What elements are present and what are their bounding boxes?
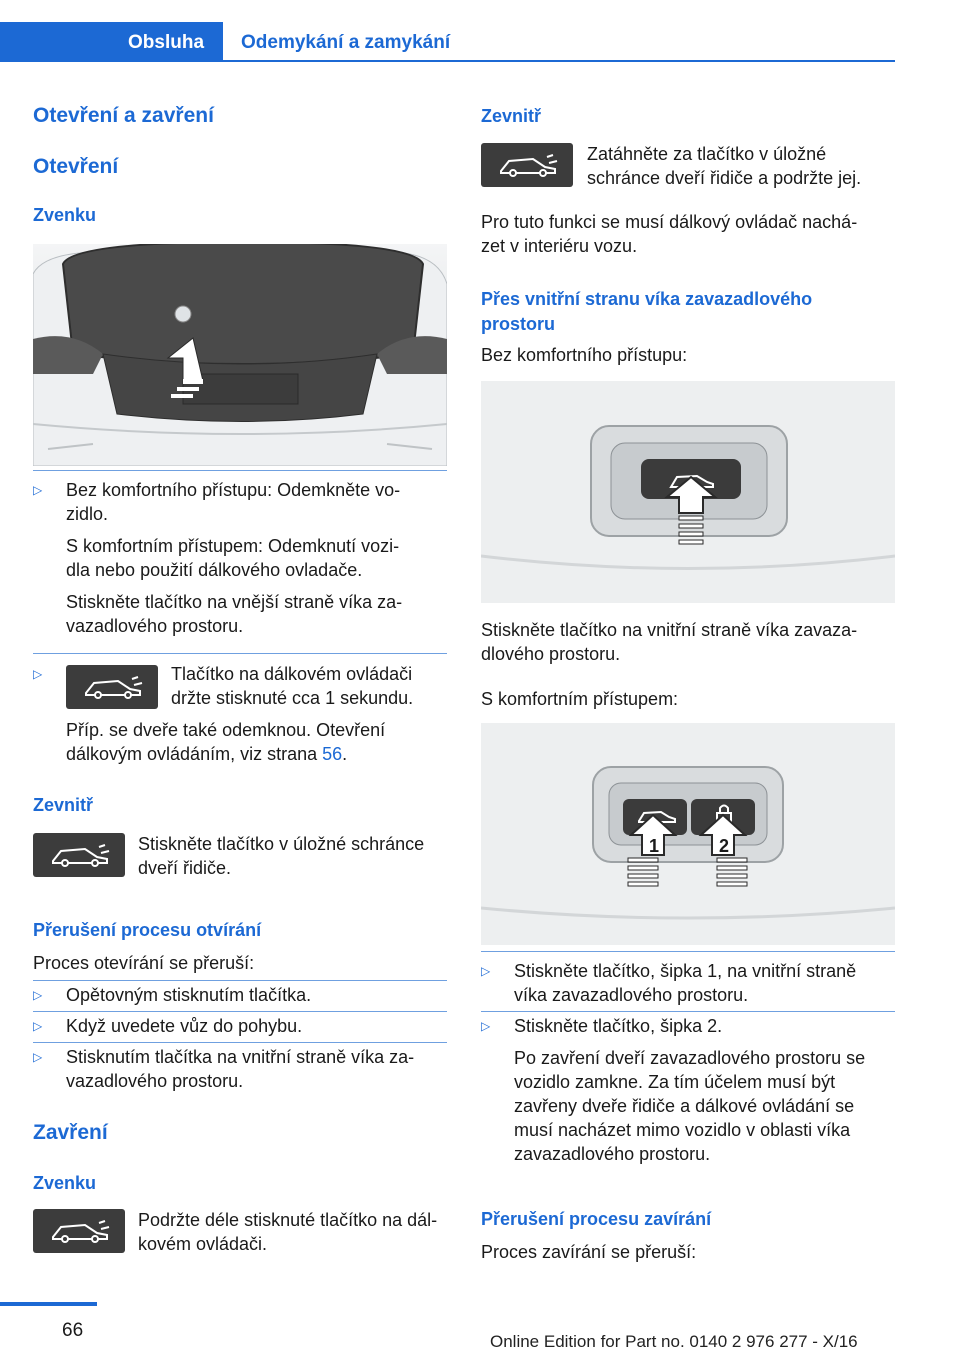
text-line: schránce dveří řidiče a podržte jej. bbox=[587, 168, 862, 188]
text-line: zavřeny dveře řidiče a dálkové ovládání se bbox=[514, 1096, 855, 1116]
text-line: zet v interiéru vozu. bbox=[481, 236, 638, 256]
page-header bbox=[0, 0, 960, 62]
text-line: držte stisknuté cca 1 sekundu. bbox=[171, 688, 414, 708]
text-line: S komfortním přístupem: bbox=[481, 689, 679, 709]
text-line: Bez komfortního přístupu: Odemkněte vo‐ bbox=[66, 480, 401, 500]
text-line: Proces otevírání se přeruší: bbox=[33, 953, 255, 973]
bullet-rule bbox=[33, 653, 447, 654]
text-line: vazadlového prostoru. bbox=[66, 1071, 244, 1091]
heading-open-close: Otevření a zavření bbox=[33, 104, 214, 127]
triangle-bullet-icon: ▷ bbox=[33, 667, 43, 681]
heading-inside: Zevnitř bbox=[481, 106, 542, 126]
text-line: Opětovným stisknutím tlačítka. bbox=[66, 985, 312, 1005]
heading-open: Otevření bbox=[33, 155, 119, 178]
text-line: Stiskněte tlačítko v úložné schránce bbox=[138, 834, 425, 854]
header-rule bbox=[223, 60, 895, 62]
bullet-rule bbox=[33, 1011, 447, 1012]
list-item bbox=[33, 478, 447, 638]
text-line: Stiskněte tlačítko na vnitřní straně víka zavaza‐ bbox=[481, 620, 858, 640]
remote-trunk-key-icon bbox=[33, 833, 125, 877]
heading-close: Zavření bbox=[33, 1121, 108, 1144]
heading-outside: Zvenku bbox=[33, 205, 97, 225]
bullet-rule bbox=[33, 980, 447, 981]
text-line: kovém ovládači. bbox=[138, 1234, 268, 1254]
list-item bbox=[33, 1014, 447, 1038]
arrow-label-2: 2 bbox=[719, 836, 730, 856]
text-line: musí nacházet mimo vozidlo v oblasti víka bbox=[514, 1120, 851, 1140]
triangle-bullet-icon: ▷ bbox=[481, 964, 491, 978]
text-line: dla nebo použití dálkového ovladače. bbox=[66, 560, 363, 580]
tab-section[interactable]: Odemykání a zamykání bbox=[241, 32, 451, 53]
text-line: dlového prostoru. bbox=[481, 644, 621, 664]
arrow-label-1: 1 bbox=[649, 836, 660, 856]
text-line: zavazadlového prostoru. bbox=[514, 1144, 711, 1164]
text-line: Bez komfortního přístupu: bbox=[481, 345, 688, 365]
text-line: zidlo. bbox=[66, 504, 109, 524]
text-fragment: . bbox=[342, 744, 348, 764]
text-line: dveří řidiče. bbox=[138, 858, 232, 878]
text-line: Proces zavírání se přeruší: bbox=[481, 1242, 697, 1262]
heading-line: prostoru bbox=[481, 314, 555, 334]
text-line: Stisknutím tlačítka na vnitřní straně víka za‐ bbox=[66, 1047, 415, 1067]
triangle-bullet-icon: ▷ bbox=[33, 483, 43, 497]
trunk-button-image bbox=[481, 381, 895, 603]
list-item bbox=[481, 1014, 895, 1166]
text-line: Podržte déle stisknuté tlačítko na dál‐ bbox=[138, 1210, 438, 1230]
text-line: vazadlového prostoru. bbox=[66, 616, 244, 636]
footer-rule bbox=[0, 1302, 97, 1306]
bullet-rule bbox=[33, 1042, 447, 1043]
text-line: Příp. se dveře také odemknou. Otevření bbox=[66, 720, 386, 740]
page-link[interactable]: 56 bbox=[322, 744, 343, 764]
text-line: Stiskněte tlačítko, šipka 1, na vnitřní straně bbox=[514, 961, 857, 981]
text-line: vozidlo zamkne. Za tím účelem musí být bbox=[514, 1072, 836, 1092]
heading-line: Přes vnitřní stranu víka zavazadlového bbox=[481, 289, 813, 309]
text-fragment: dálkovým ovládáním, viz strana bbox=[66, 744, 323, 764]
list-item bbox=[33, 983, 447, 1007]
text-line: Stiskněte tlačítko na vnější straně víka za‐ bbox=[66, 592, 403, 612]
edition-note: Online Edition for Part no. 0140 2 976 277 - X/16 bbox=[490, 1332, 858, 1351]
text-line: Zatáhněte za tlačítko v úložné bbox=[587, 144, 827, 164]
list-item bbox=[33, 1045, 447, 1093]
triangle-bullet-icon: ▷ bbox=[33, 1019, 43, 1033]
text-line: Tlačítko na dálkovém ovládači bbox=[171, 664, 413, 684]
heading-interrupt-closing: Přerušení procesu zavírání bbox=[481, 1209, 712, 1229]
triangle-bullet-icon: ▷ bbox=[33, 1050, 43, 1064]
heading-interrupt-opening: Přerušení procesu otvírání bbox=[33, 920, 262, 940]
list-item bbox=[481, 959, 895, 1007]
text-line: Když uvedete vůz do pohybu. bbox=[66, 1016, 303, 1036]
trunk-exterior-image bbox=[33, 244, 447, 466]
remote-trunk-key-icon bbox=[33, 1209, 125, 1253]
trunk-two-buttons-image bbox=[481, 723, 895, 945]
heading-close-outside: Zvenku bbox=[33, 1173, 97, 1193]
triangle-bullet-icon: ▷ bbox=[33, 988, 43, 1002]
remote-trunk-key-icon bbox=[481, 143, 573, 187]
remote-trunk-key-icon bbox=[66, 665, 158, 709]
heading-via-trunk-lid bbox=[481, 287, 812, 337]
text-line: Stiskněte tlačítko, šipka 2. bbox=[514, 1016, 723, 1036]
text-line: S komfortním přístupem: Odemknutí vozi‐ bbox=[66, 536, 400, 556]
bullet-rule bbox=[481, 951, 895, 952]
bullet-rule bbox=[33, 470, 447, 471]
triangle-bullet-icon: ▷ bbox=[481, 1019, 491, 1033]
text-line: víka zavazadlového prostoru. bbox=[514, 985, 749, 1005]
page-number: 66 bbox=[62, 1320, 84, 1341]
tab-obsluha[interactable]: Obsluha bbox=[0, 22, 223, 62]
text-line bbox=[66, 742, 347, 766]
bullet-rule bbox=[481, 1011, 895, 1012]
text-line: Pro tuto funkci se musí dálkový ovládač nachá‐ bbox=[481, 212, 858, 232]
heading-inside: Zevnitř bbox=[33, 795, 94, 815]
text-line: Po zavření dveří zavazadlového prostoru se bbox=[514, 1048, 866, 1068]
